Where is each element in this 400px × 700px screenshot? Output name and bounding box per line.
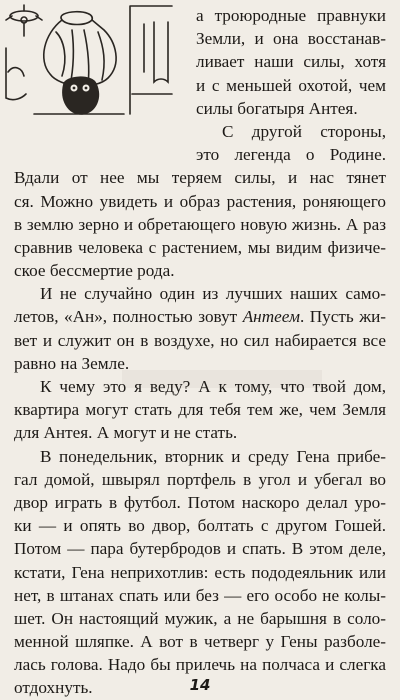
text-line: вет и служит он в воздухе, но сил набирается все bbox=[14, 330, 386, 350]
text-line: шет. Он настоящий мужик, а не барышня в соло- bbox=[14, 608, 386, 628]
text-line: для Антея. А могут и не стать. bbox=[14, 423, 238, 443]
text-line: в землю зерно и обретающего новую жизнь. А раз bbox=[14, 214, 386, 234]
text-line: Вдали от нее мы теряем силы, и нас тянет bbox=[14, 168, 386, 188]
text-line: кстати, Гена неприхотлив: есть пододеяльник или bbox=[14, 562, 386, 582]
text-fragment: летов, «Ан», полностью зовут bbox=[14, 307, 238, 327]
text-line: И не случайно один из лучших наших само- bbox=[40, 284, 386, 304]
text-line: ки — и опять во двор, болтать с другом Гошей. bbox=[14, 516, 386, 536]
text-line: сравнив человека с растением, мы видим физиче- bbox=[14, 237, 386, 257]
text-line: менной шляпке. А вот в четверг у Гены разболе- bbox=[14, 632, 386, 652]
text-line: лась голова. Надо бы прилечь на полчаса и слегка bbox=[14, 655, 386, 675]
text-line: отдохнуть. bbox=[14, 678, 93, 698]
text-fragment: . Пусть жи- bbox=[299, 307, 386, 327]
body-text bbox=[14, 4, 386, 700]
text-line: гал домой, швырял портфель в угол и убегал во bbox=[14, 469, 386, 489]
text-line: нет, в штанах спать или без — его особо не колы- bbox=[14, 585, 386, 605]
text-line: С другой стороны, bbox=[222, 121, 386, 141]
text-line: В понедельник, вторник и среду Гена прибе- bbox=[40, 446, 386, 466]
text-line: квартира могут стать для тебя тем же, чем Земля bbox=[14, 400, 386, 420]
text-line: К чему это я веду? А к тому, что твой дом, bbox=[40, 377, 386, 396]
text-line: силы богатыря Антея. bbox=[196, 98, 358, 118]
text-line: а троюродные правнуки bbox=[196, 6, 386, 25]
text-line bbox=[14, 305, 386, 328]
text-line: ливает наши силы, хотя bbox=[196, 52, 386, 72]
page-number: 14 bbox=[189, 676, 211, 694]
text-line: ское бессмертие рода. bbox=[14, 261, 175, 281]
text-line: ся. Можно увидеть и образ растения, роняющего bbox=[14, 191, 386, 211]
text-line: это легенда о Родине. bbox=[196, 145, 386, 165]
text-line: Земли, и она восстанав- bbox=[196, 29, 386, 49]
text-line: двор играть в футбол. Потом наскоро делал уро- bbox=[14, 492, 386, 512]
text-line: и с меньшей охотой, чем bbox=[196, 75, 386, 95]
text-line: равно на Земле. bbox=[14, 353, 130, 373]
aircraft-name: Антеем bbox=[242, 307, 300, 327]
text-line: Потом — пара бутербродов и спать. В этом деле, bbox=[14, 539, 386, 559]
